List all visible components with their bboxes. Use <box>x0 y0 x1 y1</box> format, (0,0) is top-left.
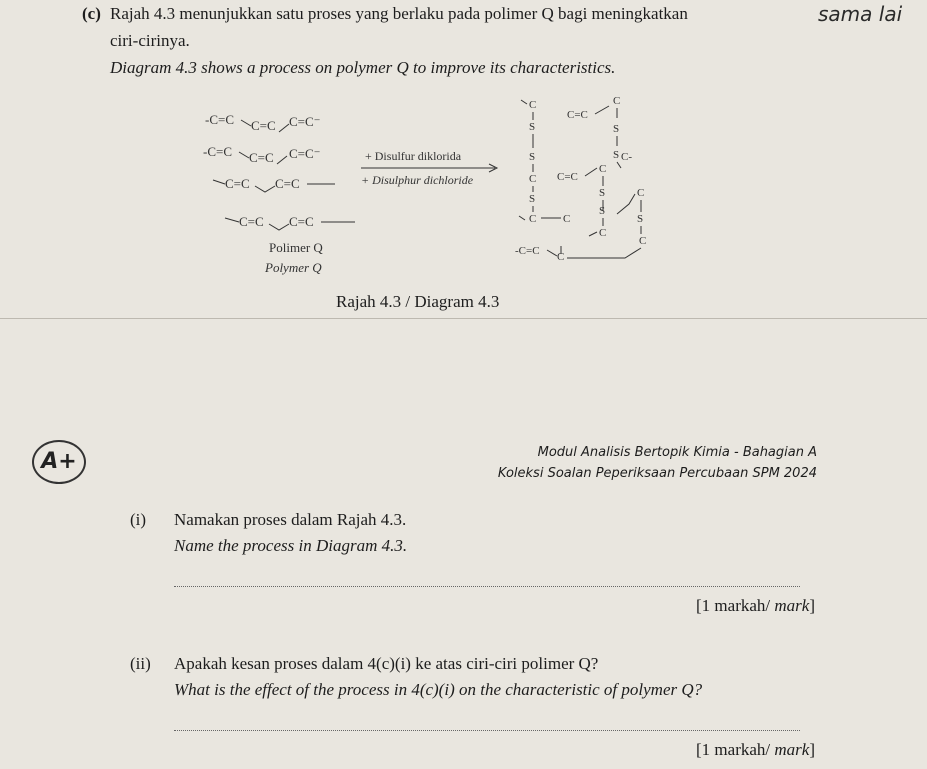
linear-chains <box>203 112 355 230</box>
cross-atom-c4: C <box>563 213 571 225</box>
chain-atoms-3b: C=C <box>275 176 300 191</box>
module-subtitle: Koleksi Soalan Peperiksaan Percubaan SPM 2024 <box>497 466 817 481</box>
cross-atom-s4: S <box>613 123 620 135</box>
crosslinked-polymer <box>515 95 646 263</box>
chain-atoms-4b: C=C <box>289 214 314 229</box>
part-ii-mark-end: ] <box>809 740 815 759</box>
part-i-mark-en: mark <box>774 596 810 615</box>
cross-atom-s8: S <box>637 213 644 225</box>
part-i-text-ms: Namakan proses dalam Rajah 4.3. <box>174 510 407 529</box>
reagent-label-en: + Disulphur dichloride <box>361 173 474 187</box>
part-ii-text-ms: Apakah kesan proses dalam 4(c)(i) ke atas ciri-ciri polimer Q? <box>174 654 599 673</box>
part-i-answer-line[interactable] <box>174 586 800 587</box>
polymer-label-ms: Polimer Q <box>269 240 323 255</box>
cross-atom-c6: C- <box>621 151 632 163</box>
chain-atoms-2: -C=C <box>203 144 233 159</box>
question-text-ms-line1: Rajah 4.3 menunjukkan satu proses yang berlaku pada polimer Q bagi meningkatkan <box>110 4 688 23</box>
chain-atoms-2b: C=C <box>249 150 274 165</box>
part-ii-answer-line[interactable] <box>174 730 800 731</box>
part-i-mark <box>696 596 815 616</box>
part-ii-mark-en: mark <box>774 740 810 759</box>
diagram-caption: Rajah 4.3 / Diagram 4.3 <box>336 292 500 311</box>
cross-atom-c1: C <box>529 99 537 111</box>
cross-atom-s7: S <box>599 205 606 217</box>
chain-atoms-2c: C=C⁻ <box>289 146 321 161</box>
cross-atom-c3: C <box>529 213 537 225</box>
chain-atoms-4: C=C <box>239 214 264 229</box>
part-ii-text-en: What is the effect of the process in 4(c)(i) on the characteristic of polymer Q? <box>174 680 703 699</box>
module-title: Modul Analisis Bertopik Kimia - Bahagian A <box>537 445 817 460</box>
vulcanization-diagram <box>185 88 705 298</box>
chain-atoms-1b: C=C <box>251 118 276 133</box>
chain-atoms-1c: C=C⁻ <box>289 114 321 129</box>
cross-atom-c5: C <box>613 95 621 107</box>
a-plus-badge: A+ <box>32 440 86 484</box>
part-i-number: (i) <box>130 510 147 529</box>
part-i-mark-end: ] <box>809 596 815 615</box>
part-ii-number: (ii) <box>130 654 151 673</box>
cross-atom-s1: S <box>529 121 536 133</box>
cross-atom-c7: C <box>599 163 607 175</box>
cross-atom-c8: C <box>599 227 607 239</box>
cross-cc-bottom: -C=C <box>515 245 540 257</box>
cross-cc-top: C=C <box>567 109 588 121</box>
part-i-mark-ms: [1 markah/ <box>696 596 775 615</box>
handwritten-note: sama lai <box>818 2 903 26</box>
question-text-en: Diagram 4.3 shows a process on polymer Q to improve its characteristics. <box>110 58 616 77</box>
cross-atom-c2: C <box>529 173 537 185</box>
cross-atom-s2: S <box>529 151 536 163</box>
part-ii-mark <box>696 740 815 760</box>
cross-atom-c11: C <box>557 251 565 263</box>
part-ii-mark-ms: [1 markah/ <box>696 740 775 759</box>
part-i-text-en: Name the process in Diagram 4.3. <box>174 536 408 555</box>
question-label: (c) <box>82 4 101 23</box>
polymer-label-en: Polymer Q <box>265 260 322 275</box>
cross-atom-s5: S <box>613 149 620 161</box>
cross-atom-s3: S <box>529 193 536 205</box>
cross-cc-mid: C=C <box>557 171 578 183</box>
question-text-ms-line2: ciri-cirinya. <box>110 31 190 50</box>
reagent-label-ms: + Disulfur diklorida <box>365 149 462 163</box>
cross-atom-c10: C <box>639 235 647 247</box>
cross-atom-c9: C <box>637 187 645 199</box>
cross-atom-s6: S <box>599 187 606 199</box>
page-divider <box>0 318 927 319</box>
chain-atoms-3: C=C <box>225 176 250 191</box>
chain-atoms-1: -C=C <box>205 112 235 127</box>
